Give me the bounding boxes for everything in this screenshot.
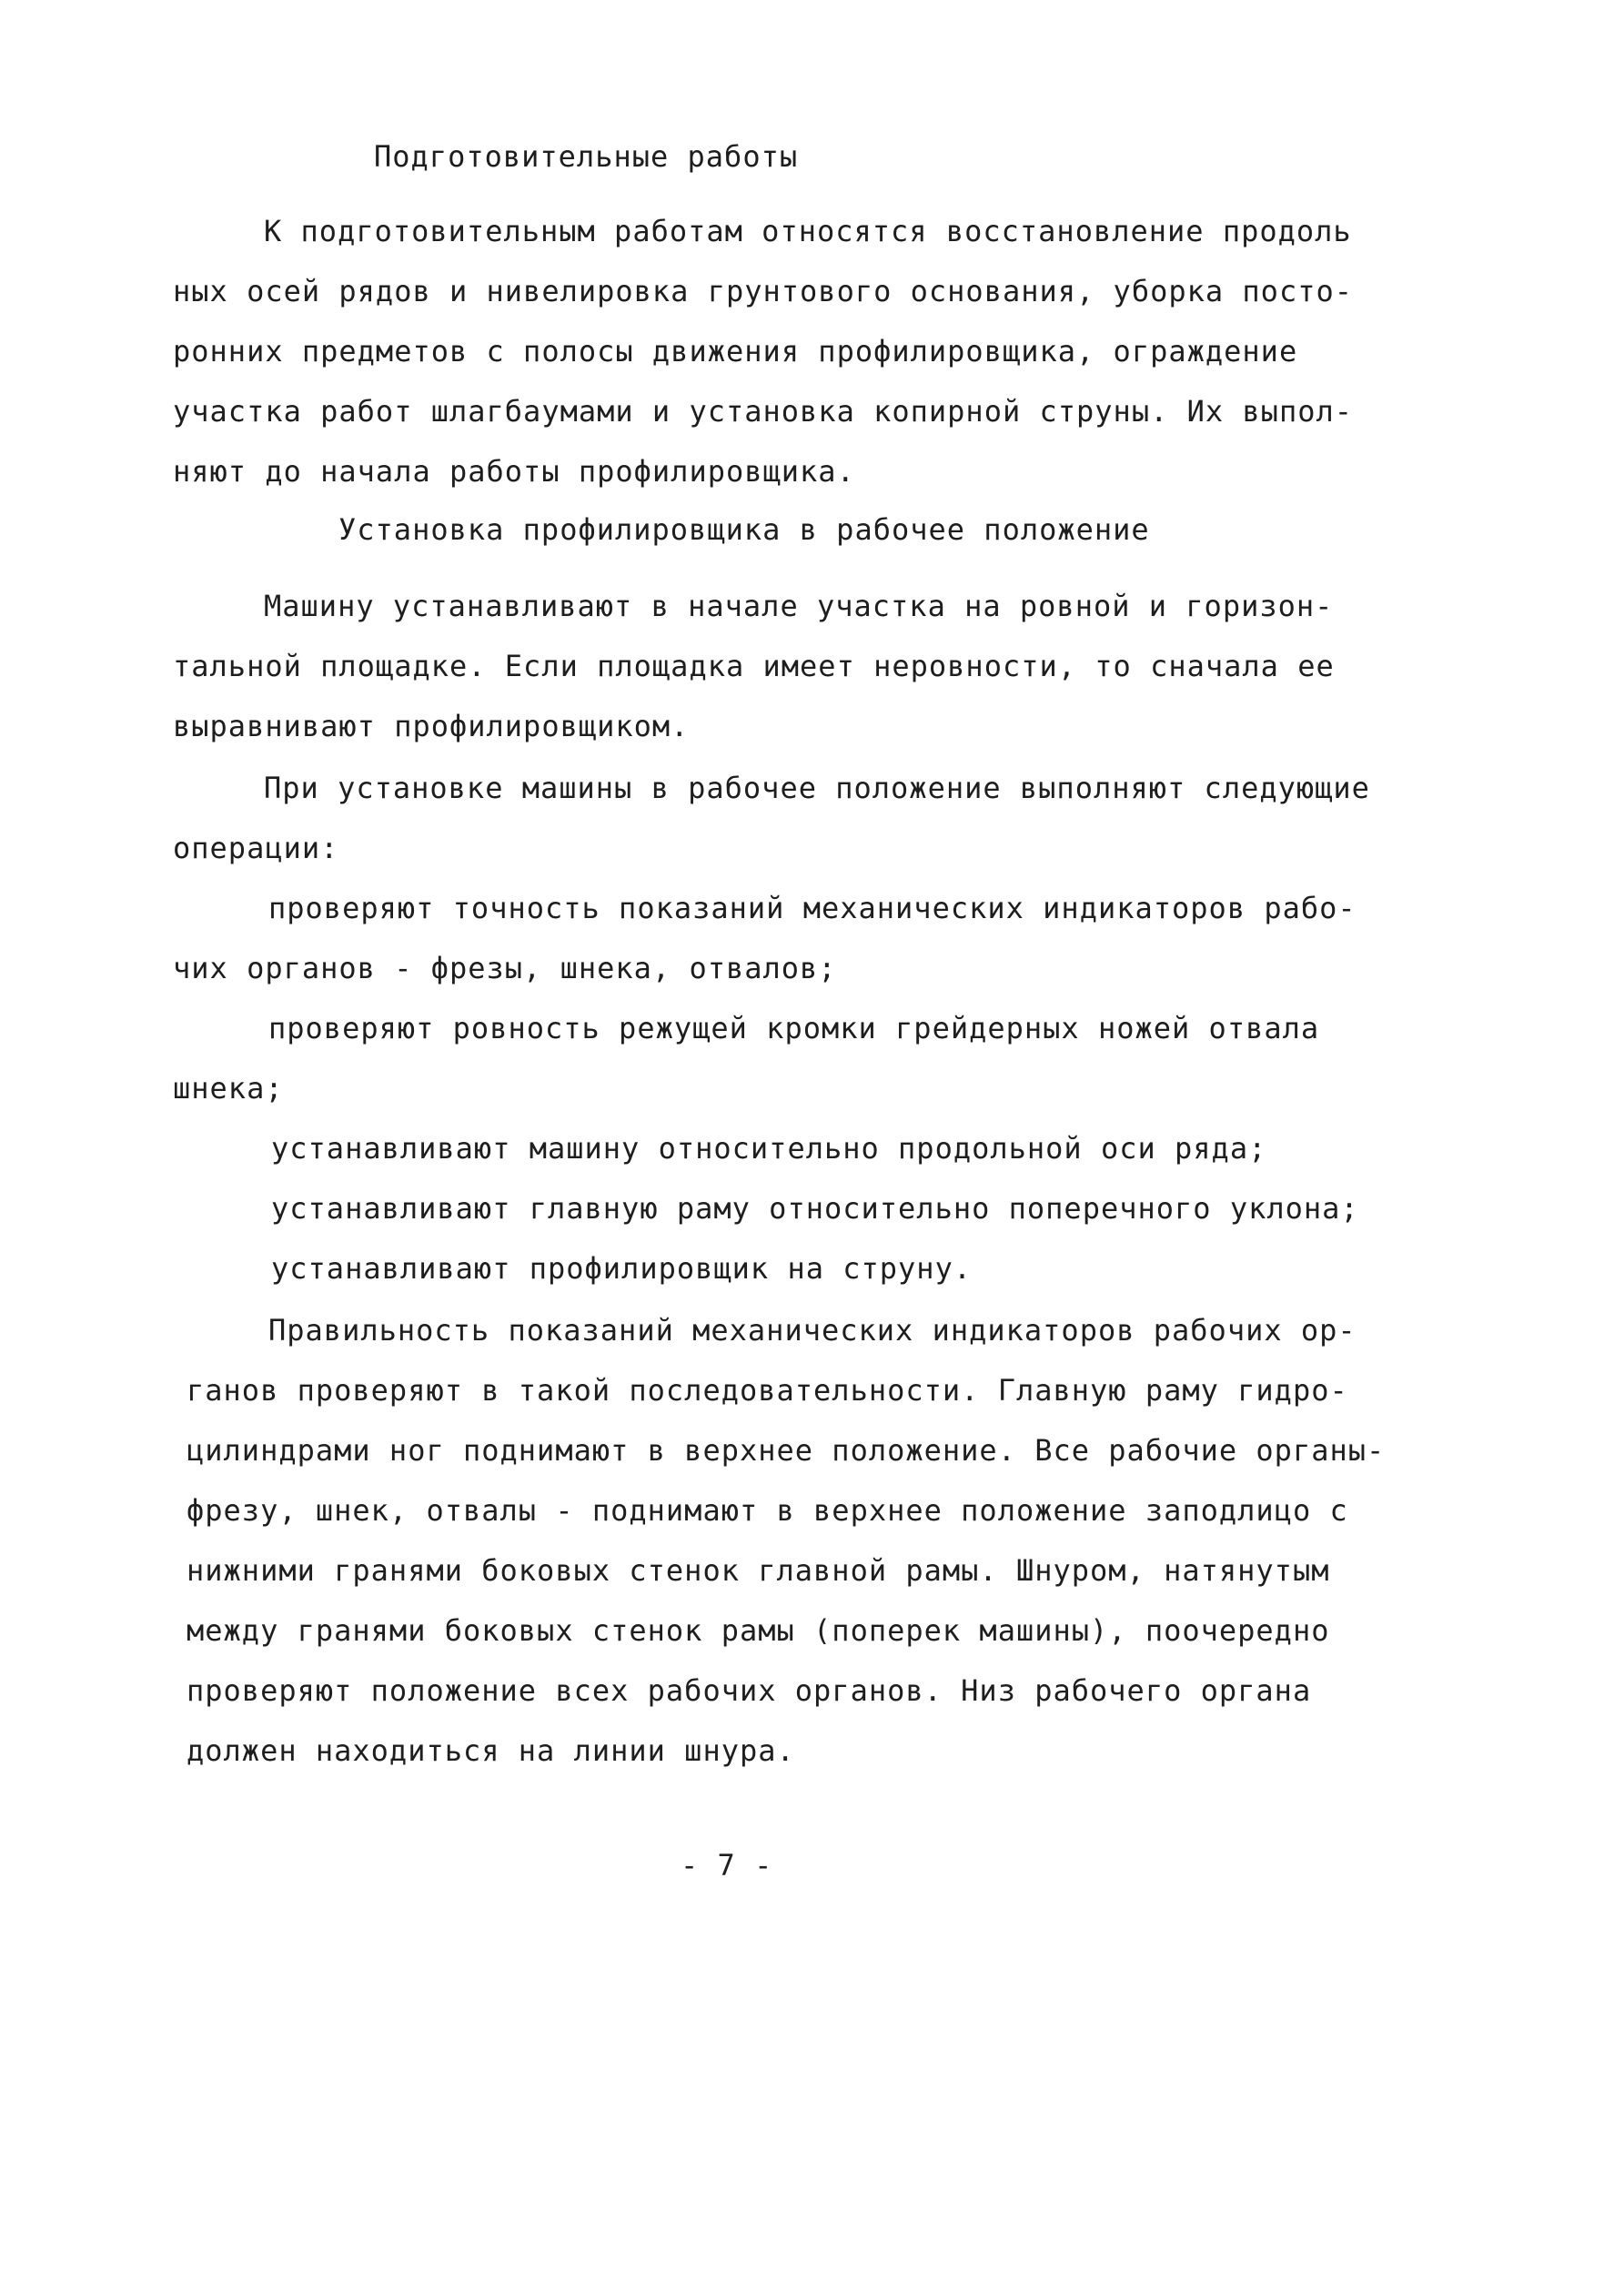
list-item-line: устанавливают профилировщик на струну. <box>271 1251 973 1286</box>
list-item-line: проверяют ровность режущей кромки грейдерных ножей отвала <box>268 1011 1320 1045</box>
paragraph-line: Машину устанавливают в начале участка на ровной и горизон- <box>264 589 1334 623</box>
list-item-line: шнека; <box>173 1071 284 1106</box>
paragraph-line: Правильность показаний механических индикаторов рабочих ор- <box>268 1313 1357 1348</box>
section-heading-preparatory-works: Подготовительные работы <box>374 139 799 174</box>
paragraph-line: ных осей рядов и нивелировка грунтового основания, уборка посто- <box>173 274 1353 308</box>
list-item-line: проверяют точность показаний механических индикаторов рабо- <box>268 891 1357 925</box>
list-item-line: устанавливают главную раму относительно поперечного уклона; <box>271 1191 1359 1226</box>
paragraph-line: проверяют положение всех рабочих органов. Низ рабочего органа <box>187 1673 1312 1708</box>
paragraph-line: выравнивают профилировщиком. <box>173 709 690 743</box>
section-heading-machine-setup: Установка профилировщика в рабочее положение <box>338 512 1150 547</box>
paragraph-line: При установке машины в рабочее положение выполняют следующие <box>264 771 1370 805</box>
paragraph-line: нижними гранями боковых стенок главной рамы. Шнуром, натянутым <box>187 1553 1330 1588</box>
paragraph-line: няют до начала работы профилировщика. <box>173 454 855 489</box>
paragraph-line: фрезу, шнек, отвалы - поднимают в верхнее положение заподлицо с <box>187 1493 1348 1528</box>
paragraph-line: цилиндрами ног поднимают в верхнее положение. Все рабочие органы- <box>187 1433 1386 1468</box>
paragraph-line: ганов проверяют в такой последовательности. Главную раму гидро- <box>187 1373 1348 1408</box>
paragraph-line: ронних предметов с полосы движения профилировщика, ограждение <box>173 334 1298 369</box>
paragraph-line: тальной площадке. Если площадка имеет неровности, то сначала ее <box>173 649 1335 683</box>
paragraph-line: между гранями боковых стенок рамы (поперек машины), поочередно <box>187 1613 1330 1648</box>
paragraph-line: К подготовительным работам относятся восстановление продоль <box>264 214 1352 248</box>
paragraph-line: операции: <box>173 831 339 865</box>
list-item-line: чих органов - фрезы, шнека, отвалов; <box>173 951 837 985</box>
list-item-line: устанавливают машину относительно продольной оси ряда; <box>271 1131 1267 1166</box>
paragraph-line: участка работ шлагбаумами и установка копирной струны. Их выпол- <box>173 394 1353 429</box>
paragraph-line: должен находиться на линии шнура. <box>187 1733 795 1768</box>
page-number: - 7 - <box>681 1848 773 1883</box>
